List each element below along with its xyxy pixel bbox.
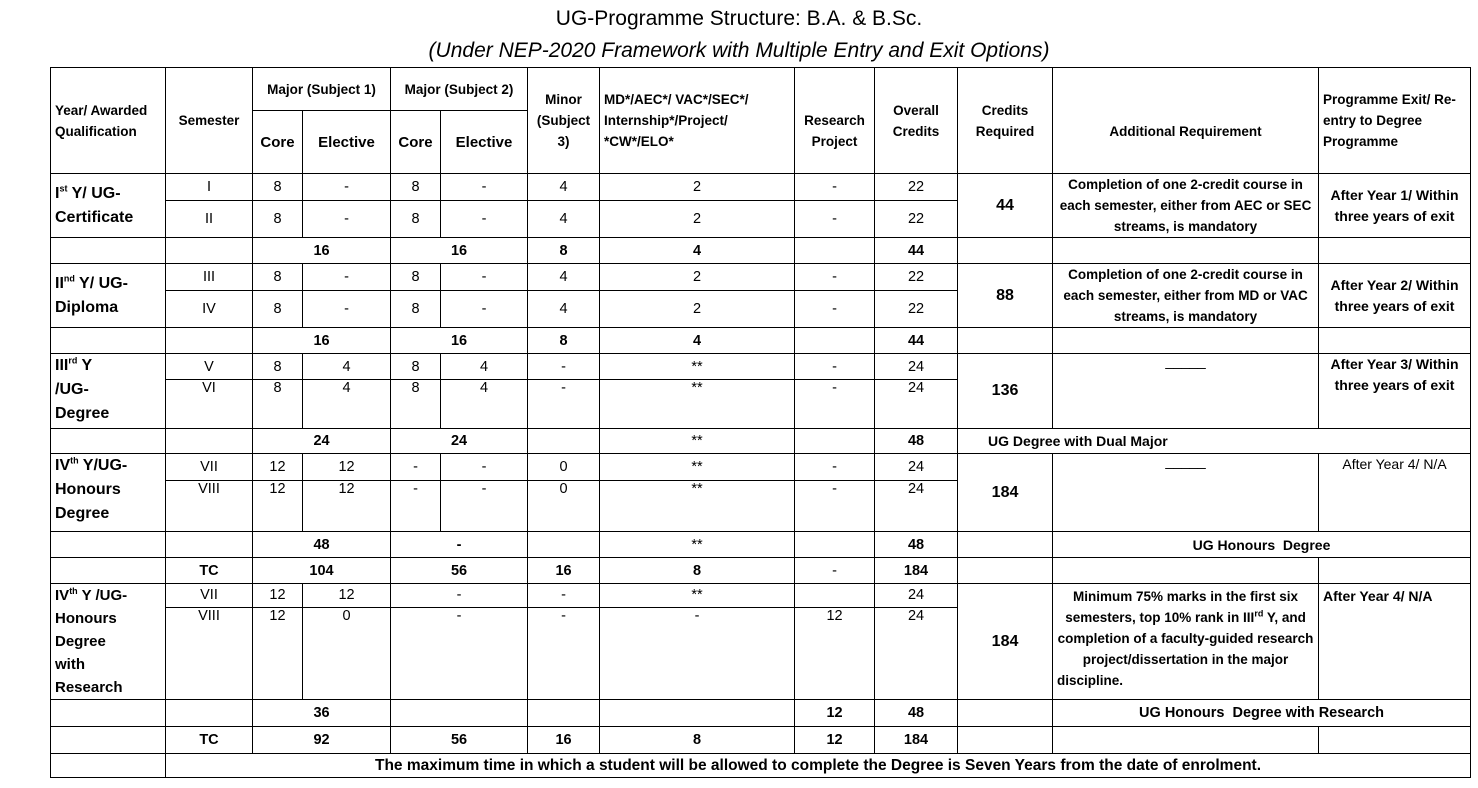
footer-row — [51, 754, 1471, 778]
core2-cell: - — [391, 454, 441, 481]
research-cell: - — [795, 201, 875, 238]
research-tc: 12 — [795, 727, 875, 754]
semester-cell: III — [166, 264, 253, 291]
major2-total: 16 — [391, 328, 528, 354]
elective2-cell: - — [441, 291, 528, 328]
elective1-cell: - — [303, 291, 391, 328]
research-total: 12 — [795, 700, 875, 727]
minor-total: 8 — [528, 328, 600, 354]
elective1-cell: 12 — [303, 454, 391, 481]
elective1-cell: 12 — [303, 584, 391, 608]
header-semester: Semester — [166, 68, 253, 174]
overall-total: 48 — [875, 532, 958, 558]
year4-research-label: IVth Y /UG- Honours Degree with Research — [51, 584, 166, 700]
overall-tc: 184 — [875, 558, 958, 584]
subtotal-row — [51, 429, 1471, 454]
header-exit: Programme Exit/ Re-entry to Degree Programme — [1319, 68, 1471, 174]
header-core2: Core — [391, 111, 441, 174]
md-total: 4 — [600, 328, 795, 354]
md-cell: 2 — [600, 264, 795, 291]
elective2-cell: 4 — [441, 380, 528, 429]
total-credits-row — [51, 558, 1471, 584]
minor-cell: 4 — [528, 291, 600, 328]
page-title: UG-Programme Structure: B.A. & B.Sc. — [555, 7, 923, 30]
elective1-cell: 12 — [303, 481, 391, 532]
year1-label: Ist Y/ UG- Certificate — [51, 174, 166, 238]
md-tc: 8 — [600, 558, 795, 584]
semester-cell: VIII — [166, 481, 253, 532]
overall-total: 44 — [875, 328, 958, 354]
overall-cell: 22 — [875, 291, 958, 328]
subtotal-row — [51, 700, 1471, 727]
overall-tc: 184 — [875, 727, 958, 754]
exit-cell: After Year 2/ Within three years of exit — [1319, 264, 1471, 328]
subtotal-row — [51, 328, 1471, 354]
year4-research-outcome: UG Honours Degree with Research — [1053, 700, 1471, 727]
table-row — [51, 454, 1471, 481]
requirement-cell: _____ — [1053, 354, 1319, 429]
year3-outcome: UG Degree with Dual Major — [958, 429, 1471, 454]
core2-cell: 8 — [391, 354, 441, 380]
minor-tc: 16 — [528, 727, 600, 754]
md-total: 4 — [600, 238, 795, 264]
exit-cell: After Year 4/ N/A — [1319, 454, 1471, 532]
overall-cell: 24 — [875, 354, 958, 380]
md-cell: ** — [600, 380, 795, 429]
major2-total: 24 — [391, 429, 528, 454]
table-row — [51, 354, 1471, 380]
core1-cell: 8 — [253, 354, 303, 380]
elective2-cell: - — [441, 481, 528, 532]
credits-required-cell: 184 — [958, 454, 1053, 532]
major2-tc: 56 — [391, 558, 528, 584]
header-minor: Minor (Subject 3) — [528, 68, 600, 174]
major1-total: 24 — [253, 429, 391, 454]
research-tc: - — [795, 558, 875, 584]
table-row — [51, 264, 1471, 291]
header-overall: Overall Credits — [875, 68, 958, 174]
overall-total: 48 — [875, 700, 958, 727]
overall-cell: 22 — [875, 174, 958, 201]
minor-cell: - — [528, 354, 600, 380]
minor-cell: 4 — [528, 264, 600, 291]
semester-cell: VII — [166, 454, 253, 481]
research-cell: - — [795, 481, 875, 532]
subtotal-row — [51, 532, 1471, 558]
elective2-cell: - — [441, 174, 528, 201]
major1-tc: 92 — [253, 727, 391, 754]
major1-total: 16 — [253, 238, 391, 264]
programme-structure-table — [50, 67, 1471, 778]
elective2-cell: - — [441, 264, 528, 291]
research-cell — [795, 584, 875, 608]
research-cell: - — [795, 454, 875, 481]
major2-tc: 56 — [391, 727, 528, 754]
semester-cell: VII — [166, 584, 253, 608]
md-cell: ** — [600, 481, 795, 532]
minor-total: 8 — [528, 238, 600, 264]
research-cell: - — [795, 264, 875, 291]
core1-cell: 12 — [253, 454, 303, 481]
semester-cell: IV — [166, 291, 253, 328]
md-total: ** — [600, 429, 795, 454]
semester-cell: II — [166, 201, 253, 238]
core1-cell: 12 — [253, 607, 303, 699]
header-md: MD*/AEC*/ VAC*/SEC*/ Internship*/Project/ *CW*/ELO* — [600, 68, 795, 174]
subtotal-row — [51, 238, 1471, 264]
overall-cell: 22 — [875, 264, 958, 291]
semester-cell: I — [166, 174, 253, 201]
minor-cell: 0 — [528, 454, 600, 481]
md-cell: 2 — [600, 174, 795, 201]
research-cell: - — [795, 380, 875, 429]
major1-tc: 104 — [253, 558, 391, 584]
core2-cell: 8 — [391, 291, 441, 328]
core1-cell: 8 — [253, 264, 303, 291]
elective2-cell: 4 — [441, 354, 528, 380]
minor-cell: - — [528, 607, 600, 699]
requirement-cell: _____ — [1053, 454, 1319, 532]
overall-total: 48 — [875, 429, 958, 454]
major2-total: - — [391, 532, 528, 558]
requirement-cell: Completion of one 2-credit course in each semester, either from MD or VAC streams, is mandatory — [1053, 264, 1319, 328]
md-total: ** — [600, 532, 795, 558]
md-cell: 2 — [600, 291, 795, 328]
major1-total: 36 — [253, 700, 391, 727]
overall-cell: 24 — [875, 584, 958, 608]
core2-cell: 8 — [391, 201, 441, 238]
overall-cell: 24 — [875, 607, 958, 699]
core1-cell: 8 — [253, 174, 303, 201]
md-cell: ** — [600, 584, 795, 608]
core1-cell: 8 — [253, 291, 303, 328]
elective1-cell: 0 — [303, 607, 391, 699]
md-cell: 2 — [600, 201, 795, 238]
page-subtitle: (Under NEP-2020 Framework with Multiple Entry and Exit Options) — [428, 39, 1050, 62]
minor-cell: 0 — [528, 481, 600, 532]
major1-total: 16 — [253, 328, 391, 354]
elective1-cell: 4 — [303, 380, 391, 429]
semester-cell: VIII — [166, 607, 253, 699]
elective1-cell: - — [303, 174, 391, 201]
research-cell: - — [795, 354, 875, 380]
minor-cell: 4 — [528, 174, 600, 201]
research-cell: 12 — [795, 607, 875, 699]
header-elective1: Elective — [303, 111, 391, 174]
exit-cell: After Year 3/ Within three years of exit — [1319, 354, 1471, 429]
table-row — [51, 584, 1471, 608]
research-cell: - — [795, 291, 875, 328]
research-cell: - — [795, 174, 875, 201]
header-elective2: Elective — [441, 111, 528, 174]
major2-cell: - — [391, 584, 528, 608]
core2-cell: 8 — [391, 264, 441, 291]
year4-outcome: UG Honours Degree — [1053, 532, 1471, 558]
header-additional: Additional Requirement — [1053, 68, 1319, 174]
credits-required-cell: 88 — [958, 264, 1053, 328]
credits-required-cell: 44 — [958, 174, 1053, 238]
minor-tc: 16 — [528, 558, 600, 584]
core2-cell: - — [391, 481, 441, 532]
year4-label: IVth Y/UG- Honours Degree — [51, 454, 166, 532]
overall-cell: 24 — [875, 380, 958, 429]
md-cell: - — [600, 607, 795, 699]
requirement-cell: Completion of one 2-credit course in each semester, either from AEC or SEC streams, is mandatory — [1053, 174, 1319, 238]
core1-cell: 8 — [253, 380, 303, 429]
credits-required-cell: 184 — [958, 584, 1053, 700]
max-duration-note: The maximum time in which a student will be allowed to complete the Degree is Seven Years from the date of enrolment. — [166, 754, 1471, 778]
header-major2: Major (Subject 2) — [391, 68, 528, 111]
md-cell: ** — [600, 354, 795, 380]
major2-cell: - — [391, 607, 528, 699]
major1-total: 48 — [253, 532, 391, 558]
core1-cell: 8 — [253, 201, 303, 238]
overall-cell: 24 — [875, 481, 958, 532]
overall-cell: 22 — [875, 201, 958, 238]
tc-label: TC — [166, 558, 253, 584]
tc-label: TC — [166, 727, 253, 754]
credits-required-cell: 136 — [958, 354, 1053, 429]
elective2-cell: - — [441, 454, 528, 481]
overall-cell: 24 — [875, 454, 958, 481]
elective1-cell: - — [303, 264, 391, 291]
year2-label: IInd Y/ UG- Diploma — [51, 264, 166, 328]
requirement-cell: Minimum 75% marks in the first six semesters, top 10% rank in IIIrd Y, and completion of a faculty-guided research project/dissertation in the major discipline. — [1053, 584, 1319, 700]
exit-cell: After Year 4/ N/A — [1319, 584, 1471, 700]
core1-cell: 12 — [253, 481, 303, 532]
header-core1: Core — [253, 111, 303, 174]
year3-label: IIIrd Y /UG- Degree — [51, 354, 166, 429]
minor-cell: 4 — [528, 201, 600, 238]
elective1-cell: 4 — [303, 354, 391, 380]
header-year: Year/ Awarded Qualification — [51, 68, 166, 174]
header-credits-required: Credits Required — [958, 68, 1053, 174]
header-row — [51, 68, 1471, 111]
header-major1: Major (Subject 1) — [253, 68, 391, 111]
minor-cell: - — [528, 380, 600, 429]
major2-total: 16 — [391, 238, 528, 264]
core2-cell: 8 — [391, 380, 441, 429]
core2-cell: 8 — [391, 174, 441, 201]
elective2-cell: - — [441, 201, 528, 238]
minor-cell: - — [528, 584, 600, 608]
md-tc: 8 — [600, 727, 795, 754]
md-cell: ** — [600, 454, 795, 481]
semester-cell: VI — [166, 380, 253, 429]
table-row — [51, 174, 1471, 201]
elective1-cell: - — [303, 201, 391, 238]
exit-cell: After Year 1/ Within three years of exit — [1319, 174, 1471, 238]
total-credits-row — [51, 727, 1471, 754]
core1-cell: 12 — [253, 584, 303, 608]
overall-total: 44 — [875, 238, 958, 264]
header-research: Research Project — [795, 68, 875, 174]
semester-cell: V — [166, 354, 253, 380]
